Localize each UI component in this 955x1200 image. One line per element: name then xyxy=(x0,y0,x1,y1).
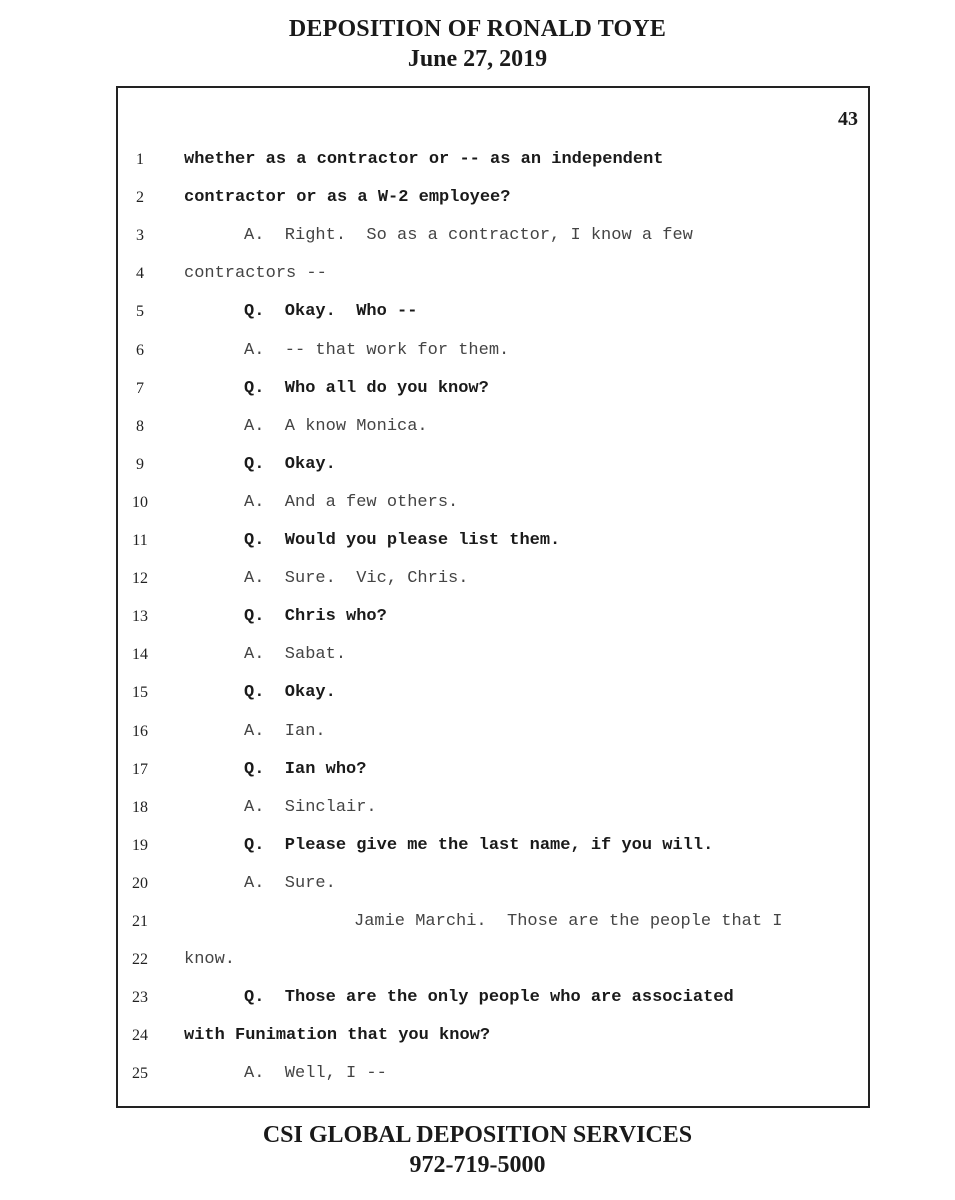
transcript-line xyxy=(118,569,868,607)
line-number: 20 xyxy=(132,874,148,892)
line-number: 2 xyxy=(136,189,144,207)
transcript-line xyxy=(118,493,868,531)
question-text: Q. Chris who? xyxy=(244,607,387,627)
transcript-line xyxy=(118,722,868,760)
transcript-line xyxy=(118,912,868,950)
transcript-line xyxy=(118,302,868,340)
answer-text: A. Ian. xyxy=(244,721,326,741)
transcript-line xyxy=(118,760,868,798)
company-name: CSI GLOBAL DEPOSITION SERVICES xyxy=(262,1122,693,1148)
transcript-line xyxy=(118,188,868,226)
transcript-line xyxy=(118,264,868,302)
answer-text: Jamie Marchi. Those are the people that I xyxy=(354,912,783,931)
question-text: Q. Would you please list them. xyxy=(244,531,561,550)
transcript-line xyxy=(118,1026,868,1064)
answer-text: know. xyxy=(184,950,236,970)
line-number: 4 xyxy=(136,265,144,283)
page-number: 43 xyxy=(838,108,858,130)
transcript-line xyxy=(118,226,868,264)
transcript-line xyxy=(118,455,868,493)
transcript-line xyxy=(118,645,868,683)
question-text: whether as a contractor or -- as an independent xyxy=(184,150,664,169)
transcript-line xyxy=(118,379,868,417)
line-number: 25 xyxy=(132,1065,148,1083)
line-number: 10 xyxy=(132,493,148,511)
question-text: Q. Okay. xyxy=(244,454,336,474)
transcript-line xyxy=(118,988,868,1026)
document-header xyxy=(0,14,955,74)
transcript-line xyxy=(118,798,868,836)
transcript-line xyxy=(118,607,868,645)
transcript-line xyxy=(118,150,868,188)
line-number: 6 xyxy=(136,341,144,359)
answer-text: A. A know Monica. xyxy=(244,416,428,436)
question-text: Q. Ian who? xyxy=(244,759,367,779)
answer-text: A. -- that work for them. xyxy=(244,340,510,360)
question-text: contractor or as a W-2 employee? xyxy=(184,188,511,208)
line-number: 1 xyxy=(136,151,144,168)
line-number: 14 xyxy=(132,646,148,664)
transcript-line xyxy=(118,341,868,379)
answer-text: contractors -- xyxy=(184,264,327,284)
document-footer xyxy=(0,1120,955,1180)
line-number: 19 xyxy=(132,836,148,854)
answer-text: A. Sure. xyxy=(244,873,336,893)
answer-text: A. Sinclair. xyxy=(244,797,377,817)
line-number: 5 xyxy=(136,303,144,321)
question-text: Q. Who all do you know? xyxy=(244,378,489,398)
line-number: 15 xyxy=(132,684,148,702)
line-number: 3 xyxy=(136,227,144,245)
answer-text: A. Right. So as a contractor, I know a few xyxy=(244,226,693,246)
transcript-line xyxy=(118,950,868,988)
line-number: 16 xyxy=(132,722,148,740)
line-number: 21 xyxy=(132,913,148,930)
transcript-line xyxy=(118,874,868,912)
question-text: Q. Please give me the last name, if you will. xyxy=(244,835,714,855)
answer-text: A. Sabat. xyxy=(244,645,347,665)
deposition-date: June 27, 2019 xyxy=(407,46,548,72)
line-number: 17 xyxy=(132,760,148,778)
transcript-line xyxy=(118,417,868,455)
line-number: 11 xyxy=(132,532,148,549)
question-text: Q. Okay. xyxy=(244,683,336,703)
line-number: 22 xyxy=(132,951,148,969)
answer-text: A. And a few others. xyxy=(244,492,459,512)
question-text: Q. Okay. Who -- xyxy=(244,302,418,322)
line-number: 13 xyxy=(132,608,148,626)
line-number: 24 xyxy=(132,1027,148,1045)
line-number: 8 xyxy=(136,417,144,435)
line-number: 7 xyxy=(136,379,144,397)
line-number: 18 xyxy=(132,798,148,816)
answer-text: A. Well, I -- xyxy=(244,1064,387,1084)
transcript-line xyxy=(118,683,868,721)
answer-text: A. Sure. Vic, Chris. xyxy=(244,569,469,589)
transcript-page-frame xyxy=(116,86,870,1108)
transcript-line xyxy=(118,836,868,874)
line-number: 9 xyxy=(136,455,144,473)
line-number: 12 xyxy=(132,570,148,588)
company-phone: 972-719-5000 xyxy=(409,1152,546,1178)
transcript-line xyxy=(118,531,868,569)
transcript-line xyxy=(118,1064,868,1102)
deposition-title: DEPOSITION OF RONALD TOYE xyxy=(288,16,667,42)
line-number: 23 xyxy=(132,989,148,1007)
question-text: Q. Those are the only people who are associated xyxy=(244,988,734,1008)
question-text: with Funimation that you know? xyxy=(184,1026,491,1046)
